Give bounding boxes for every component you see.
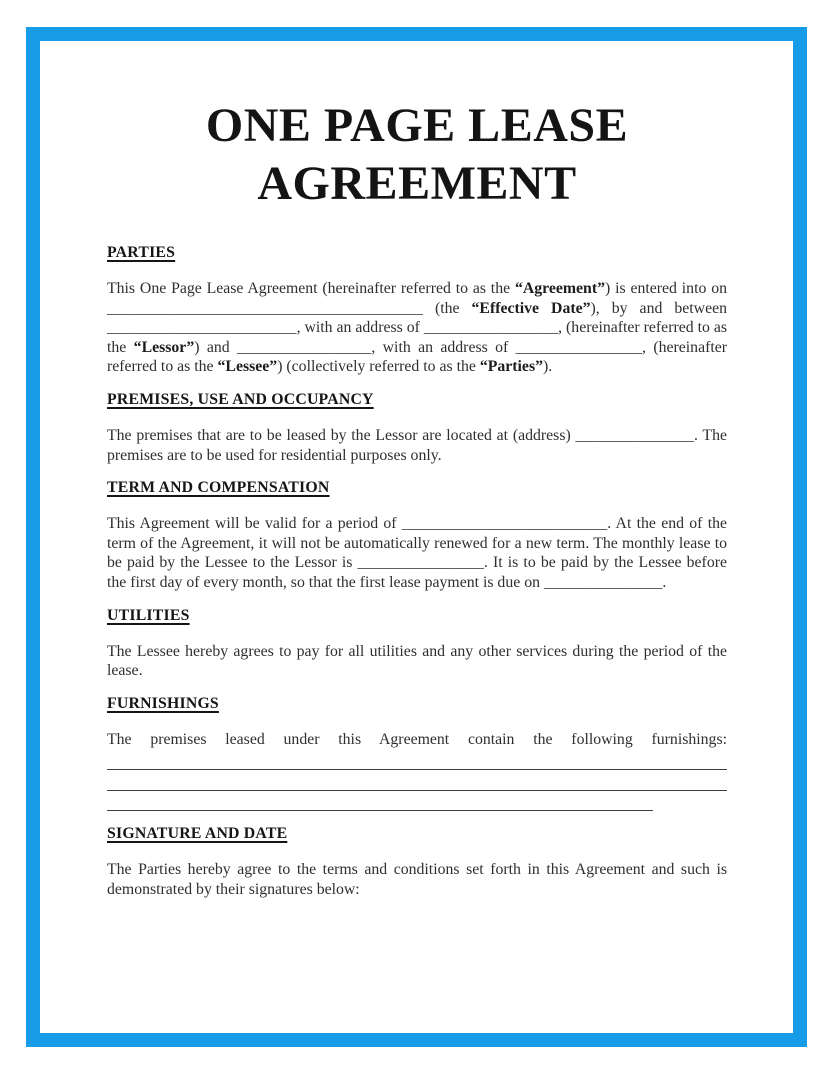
text-run: . It is to be paid by the Lessee before the first day of every month, so that the first lease payment is due on (107, 554, 727, 591)
text-run: ), by and between (590, 299, 728, 317)
document-content (40, 41, 793, 899)
section-furnishings (107, 694, 727, 811)
blank-write-line[interactable] (107, 791, 653, 812)
text-run: The premises that are to be leased by the Lessor are located at (address) (107, 426, 576, 444)
fill-in-blank[interactable]: _________________ (423, 319, 559, 337)
signature-paragraph (107, 860, 727, 899)
text-run: ) and (194, 338, 238, 356)
section-term-compensation (107, 478, 727, 592)
text-run: This One Page Lease Agreement (hereinafter referred to as the (107, 280, 515, 297)
document-title-line-1: ONE PAGE LEASE (205, 99, 629, 152)
text-run: . The premises are to be used for residential purposes only. (107, 426, 727, 464)
text-run: , with an address of (296, 319, 424, 337)
bold-term: “Agreement” (514, 280, 606, 297)
section-utilities (107, 606, 727, 681)
heading-utilities: UTILITIES (107, 606, 190, 624)
fill-in-blank[interactable]: ________________ (357, 554, 484, 572)
text-run: ) is entered into on (605, 280, 727, 297)
fill-in-blank[interactable]: _________________ (237, 338, 372, 356)
text-run: ). (543, 358, 553, 376)
document-title (107, 97, 727, 213)
text-run: The premises leased under this Agreement contain the following furnishings: (107, 730, 727, 748)
bold-term: “Effective Date” (471, 299, 591, 317)
fill-in-blank[interactable]: ________________ (515, 338, 643, 356)
fill-in-blank[interactable]: ________________________________________ (107, 299, 423, 317)
text-run: , (hereinafter referred to as the (107, 319, 727, 356)
premises-paragraph (107, 426, 727, 465)
fill-in-blank[interactable]: __________________________ (401, 515, 608, 533)
text-run: The Parties hereby agree to the terms and conditions set forth in this Agreement and such is demonstrated by their signatures below: (107, 861, 727, 898)
utilities-paragraph (107, 642, 727, 681)
blank-write-line[interactable] (107, 749, 727, 770)
section-parties (107, 243, 727, 377)
fill-in-blank[interactable]: ________________________ (107, 319, 297, 337)
text-run: . At the end of the term of the Agreement, it will not be automatically renewed for a new term. The monthly lease to be paid by the Lessee to the Lessor is (107, 515, 727, 572)
heading-parties: PARTIES (107, 244, 176, 261)
text-run: This Agreement will be valid for a period of (107, 515, 402, 533)
fill-in-blank[interactable]: _______________ (543, 573, 663, 591)
text-run: ) (collectively referred to as the (277, 358, 480, 376)
document-title-line-2: AGREEMENT (257, 157, 577, 210)
heading-premises-use-occupancy: PREMISES, USE AND OCCUPANCY (107, 390, 374, 408)
text-run: The Lessee hereby agrees to pay for all utilities and any other services during the period of the lease. (107, 642, 727, 680)
page-border-frame (26, 27, 807, 1047)
text-run: (the (422, 299, 472, 317)
section-premises-use-occupancy (107, 390, 727, 465)
parties-paragraph (107, 279, 727, 377)
heading-signature-date: SIGNATURE AND DATE (107, 825, 288, 843)
furnishings-blank-lines (107, 749, 727, 811)
text-run: , with an address of (371, 338, 516, 356)
fill-in-blank[interactable]: _______________ (575, 426, 694, 444)
term-paragraph (107, 514, 727, 592)
furnishings-paragraph (107, 730, 727, 750)
section-signature-date (107, 824, 727, 899)
bold-term: “Parties” (479, 358, 543, 376)
text-run: . (662, 573, 667, 591)
bold-term: “Lessor” (133, 338, 195, 356)
heading-furnishings: FURNISHINGS (107, 694, 219, 712)
heading-term-compensation: TERM AND COMPENSATION (107, 479, 330, 497)
text-run: , (hereinafter referred to as the (107, 338, 728, 376)
blank-write-line[interactable] (107, 770, 727, 791)
bold-term: “Lessee” (217, 358, 278, 376)
